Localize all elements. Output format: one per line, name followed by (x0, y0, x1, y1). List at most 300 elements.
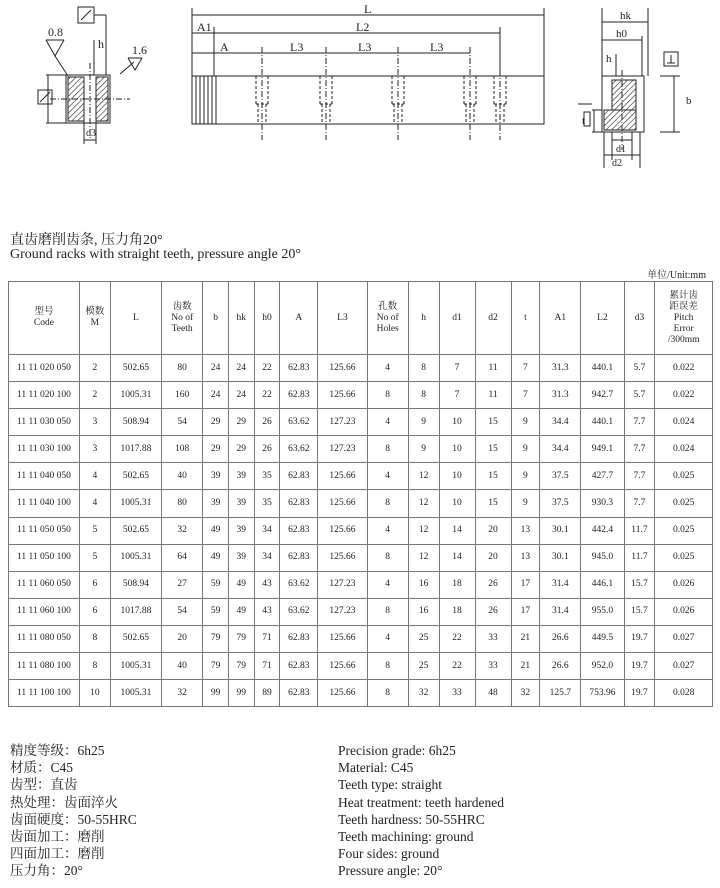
table-cell: 11 11 040 100 (9, 490, 80, 517)
header-line: Error (673, 323, 694, 334)
table-cell: 31.3 (540, 355, 581, 382)
dim-A1: A1 (197, 20, 212, 34)
table-cell: 39 (228, 490, 254, 517)
table-cell: 7.7 (624, 409, 655, 436)
table-cell: 54 (162, 598, 203, 625)
table-cell: 12 (408, 544, 439, 571)
table-row (9, 680, 713, 707)
table-cell: 0.025 (655, 463, 713, 490)
table-cell: 24 (203, 355, 229, 382)
table-cell: 15 (475, 463, 511, 490)
table-cell: 446.1 (581, 571, 624, 598)
table-cell: 49 (228, 571, 254, 598)
table-cell: 2 (79, 355, 110, 382)
specs-english (338, 742, 504, 880)
table-cell: 7 (511, 355, 540, 382)
table-cell: 1005.31 (110, 653, 161, 680)
header-line: 距误差 (669, 301, 698, 312)
table-cell: 160 (162, 382, 203, 409)
technical-drawings (0, 0, 720, 210)
table-cell: 39 (228, 544, 254, 571)
table-header-cell (581, 282, 624, 355)
table-cell: 79 (228, 653, 254, 680)
table-cell: 9 (511, 463, 540, 490)
dim-A: A (220, 40, 229, 54)
table-cell: 62.83 (280, 517, 318, 544)
spec-line: Material: C45 (338, 760, 414, 776)
table-cell: 7 (439, 382, 475, 409)
table-row (9, 409, 713, 436)
table-cell: 14 (439, 517, 475, 544)
table-cell: 8 (79, 653, 110, 680)
spec-line: Teeth type: straight (338, 777, 443, 793)
header-line: A (295, 312, 303, 323)
table-cell: 10 (439, 490, 475, 517)
table-cell: 0.027 (655, 653, 713, 680)
table-cell: 125.66 (318, 490, 367, 517)
table-cell: 3 (79, 409, 110, 436)
table-cell: 502.65 (110, 463, 161, 490)
table-cell: 11 11 080 100 (9, 653, 80, 680)
table-cell: 440.1 (581, 409, 624, 436)
header-line: M (90, 318, 100, 328)
table-header-cell (254, 282, 280, 355)
table-cell: 79 (228, 625, 254, 652)
table-cell: 26 (475, 598, 511, 625)
table-cell: 18 (439, 598, 475, 625)
table-cell: 20 (162, 625, 203, 652)
table-cell: 955.0 (581, 598, 624, 625)
title-chinese: 直齿磨削齿条, 压力角20° (10, 233, 163, 248)
header-line: 累计齿 (669, 290, 698, 301)
dim-b: b (686, 95, 692, 107)
table-header-cell (408, 282, 439, 355)
table-cell: 7.7 (624, 490, 655, 517)
table-cell: 6 (79, 571, 110, 598)
dim-L: L (364, 2, 372, 16)
table-cell: 127.23 (318, 409, 367, 436)
dim-hk: hk (620, 10, 631, 22)
table-header-cell (79, 282, 110, 355)
table-cell: 6 (79, 598, 110, 625)
table-cell: 930.3 (581, 490, 624, 517)
table-cell: 19.7 (624, 625, 655, 652)
table-cell: 26 (475, 571, 511, 598)
table-cell: 4 (367, 409, 408, 436)
table-cell: 0.024 (655, 436, 713, 463)
table-row (9, 517, 713, 544)
dim-L2: L2 (356, 20, 370, 34)
header-line: No of (171, 312, 194, 323)
table-cell: 15 (475, 409, 511, 436)
table-cell: 11.7 (624, 517, 655, 544)
table-row (9, 625, 713, 652)
spec-line: Teeth hardness: 50-55HRC (338, 811, 485, 827)
table-row (9, 571, 713, 598)
table-cell: 125.66 (318, 680, 367, 707)
finish-label-b: 1.6 (132, 43, 147, 57)
table-cell: 127.23 (318, 598, 367, 625)
table-cell: 11 (475, 382, 511, 409)
table-cell: 5 (79, 517, 110, 544)
table-header-cell (475, 282, 511, 355)
table-header-cell (110, 282, 161, 355)
table-cell: 39 (203, 463, 229, 490)
table-cell: 54 (162, 409, 203, 436)
table-cell: 0.022 (655, 355, 713, 382)
table-cell: 108 (162, 436, 203, 463)
dim-t: t (582, 115, 586, 127)
table-header-row (9, 282, 713, 355)
header-line: 孔数 (378, 301, 398, 312)
unit-label: 单位/Unit:mm (647, 270, 706, 281)
table-cell: 30.1 (540, 517, 581, 544)
table-cell: 11 11 030 100 (9, 436, 80, 463)
header-line: 型号 (34, 307, 54, 317)
table-cell: 8 (408, 355, 439, 382)
table-cell: 11 11 060 050 (9, 571, 80, 598)
table-header-cell (624, 282, 655, 355)
table-cell: 0.026 (655, 598, 713, 625)
table-cell: 4 (367, 625, 408, 652)
table-cell: 11.7 (624, 544, 655, 571)
table-body (9, 355, 713, 707)
table-cell: 25 (408, 653, 439, 680)
table-cell: 29 (228, 436, 254, 463)
dim-h-right: h (606, 53, 612, 65)
table-cell: 79 (203, 625, 229, 652)
table-cell: 32 (408, 680, 439, 707)
table-cell: 35 (254, 463, 280, 490)
table-row (9, 544, 713, 571)
table-cell: 502.65 (110, 517, 161, 544)
header-line: d1 (452, 312, 462, 323)
table-cell: 11 11 040 050 (9, 463, 80, 490)
table-cell: 8 (367, 544, 408, 571)
spec-line: 热处理：齿面淬火 (10, 794, 118, 810)
table-cell: 40 (162, 653, 203, 680)
table-cell: 8 (367, 653, 408, 680)
table-cell: 502.65 (110, 355, 161, 382)
table-cell: 20 (475, 517, 511, 544)
dim-d3-left: d3 (86, 128, 96, 139)
table-row (9, 382, 713, 409)
table-header-cell (9, 282, 80, 355)
table-header-cell (540, 282, 581, 355)
table-cell: 1017.88 (110, 598, 161, 625)
header-line: /300mm (667, 334, 700, 345)
table-cell: 125.66 (318, 463, 367, 490)
table-cell: 19.7 (624, 680, 655, 707)
table-cell: 2 (79, 382, 110, 409)
table-cell: 11 11 050 050 (9, 517, 80, 544)
table-cell: 11 (475, 355, 511, 382)
dim-L3-3: L3 (430, 40, 444, 54)
spec-line: 齿面加工：磨削 (10, 829, 105, 845)
table-cell: 71 (254, 653, 280, 680)
table-cell: 32 (511, 680, 540, 707)
table-cell: 7.7 (624, 436, 655, 463)
table-row (9, 463, 713, 490)
spec-line: Heat treatment: teeth hardened (338, 794, 505, 810)
header-line: L3 (337, 312, 348, 323)
table-cell: 62.83 (280, 680, 318, 707)
table-cell: 99 (228, 680, 254, 707)
table-cell: 1005.31 (110, 680, 161, 707)
header-line: h0 (262, 312, 272, 323)
table-cell: 21 (511, 625, 540, 652)
table-cell: 43 (254, 571, 280, 598)
table-cell: 14 (439, 544, 475, 571)
table-cell: 11 11 080 050 (9, 625, 80, 652)
table-cell: 4 (79, 490, 110, 517)
table-cell: 32 (162, 680, 203, 707)
table-row (9, 598, 713, 625)
rack-spec-table (8, 281, 713, 707)
header-line: L2 (597, 312, 608, 323)
table-cell: 22 (254, 355, 280, 382)
table-cell: 125.66 (318, 355, 367, 382)
table-cell: 125.66 (318, 625, 367, 652)
table-cell: 34.4 (540, 409, 581, 436)
spec-line: 齿面硬度：50-55HRC (10, 811, 137, 827)
table-cell: 5.7 (624, 382, 655, 409)
table-cell: 10 (79, 680, 110, 707)
finish-label-a: 0.8 (48, 25, 63, 39)
table-cell: 1017.88 (110, 436, 161, 463)
table-header-cell (367, 282, 408, 355)
table-cell: 49 (203, 544, 229, 571)
header-line: L (133, 312, 139, 323)
table-cell: 29 (228, 409, 254, 436)
table-cell: 37.5 (540, 463, 581, 490)
spec-line: 精度等级：6h25 (10, 743, 105, 758)
table-cell: 34 (254, 544, 280, 571)
table-cell: 11 11 050 100 (9, 544, 80, 571)
table-row (9, 490, 713, 517)
spec-line: Four sides: ground (338, 846, 440, 862)
table-cell: 449.5 (581, 625, 624, 652)
table-cell: 49 (203, 517, 229, 544)
header-line: 模数 (85, 307, 105, 317)
table-cell: 8 (367, 490, 408, 517)
table-cell: 7.7 (624, 463, 655, 490)
table-cell: 125.66 (318, 517, 367, 544)
table-header-cell (511, 282, 540, 355)
table-cell: 5.7 (624, 355, 655, 382)
table-cell: 125.66 (318, 544, 367, 571)
table-cell: 33 (439, 680, 475, 707)
table-cell: 35 (254, 490, 280, 517)
table-cell: 13 (511, 544, 540, 571)
dim-L3-2: L3 (358, 40, 372, 54)
table-cell: 4 (367, 517, 408, 544)
table-cell: 10 (439, 436, 475, 463)
table-cell: 49 (228, 598, 254, 625)
header-line: b (213, 312, 218, 323)
table-cell: 125.7 (540, 680, 581, 707)
table-cell: 17 (511, 598, 540, 625)
header-line: d3 (634, 312, 645, 323)
table-cell: 7 (511, 382, 540, 409)
table-cell: 63.62 (280, 436, 318, 463)
table-cell: 26.6 (540, 625, 581, 652)
table-cell: 440.1 (581, 355, 624, 382)
table-header-cell (318, 282, 367, 355)
table-cell: 48 (475, 680, 511, 707)
table-cell: 10 (439, 409, 475, 436)
dim-h-left: h (98, 37, 104, 51)
table-cell: 16 (408, 598, 439, 625)
table-cell: 31.3 (540, 382, 581, 409)
table-cell: 0.022 (655, 382, 713, 409)
dim-h0: h0 (616, 28, 627, 40)
table-cell: 80 (162, 355, 203, 382)
table-header-cell (228, 282, 254, 355)
table-cell: 0.026 (655, 571, 713, 598)
table-cell: 26 (254, 436, 280, 463)
table-cell: 9 (511, 409, 540, 436)
table-cell: 15.7 (624, 598, 655, 625)
header-line: d2 (488, 312, 498, 323)
table-header-cell (655, 282, 713, 355)
spec-line: 齿型：直齿 (10, 777, 78, 793)
table-cell: 89 (254, 680, 280, 707)
table-cell: 31.4 (540, 598, 581, 625)
table-cell: 11 11 030 050 (9, 409, 80, 436)
spec-line: 四面加工：磨削 (10, 846, 105, 862)
table-cell: 125.66 (318, 653, 367, 680)
specs-chinese (10, 742, 137, 880)
table-cell: 62.83 (280, 544, 318, 571)
table-cell: 62.83 (280, 355, 318, 382)
table-cell: 15 (475, 436, 511, 463)
table-cell: 12 (408, 463, 439, 490)
table-cell: 63.62 (280, 598, 318, 625)
table-cell: 40 (162, 463, 203, 490)
table-cell: 39 (203, 490, 229, 517)
table-cell: 5 (79, 544, 110, 571)
table-cell: 71 (254, 625, 280, 652)
table-cell: 63.62 (280, 409, 318, 436)
header-line: No of (376, 312, 399, 323)
table-cell: 8 (367, 436, 408, 463)
table-cell: 59 (203, 598, 229, 625)
table-cell: 10 (439, 463, 475, 490)
table-cell: 63.62 (280, 571, 318, 598)
table-cell: 31.4 (540, 571, 581, 598)
table-header-cell (280, 282, 318, 355)
table-cell: 12 (408, 490, 439, 517)
table-cell: 27 (162, 571, 203, 598)
table-cell: 24 (228, 355, 254, 382)
table-cell: 26.6 (540, 653, 581, 680)
header-line: A1 (554, 312, 567, 323)
table-cell: 9 (511, 490, 540, 517)
table-cell: 127.23 (318, 571, 367, 598)
table-cell: 34 (254, 517, 280, 544)
table-cell: 945.0 (581, 544, 624, 571)
table-cell: 4 (367, 571, 408, 598)
table-cell: 62.83 (280, 463, 318, 490)
table-cell: 4 (367, 463, 408, 490)
table-cell: 25 (408, 625, 439, 652)
table-cell: 62.83 (280, 625, 318, 652)
table-cell: 24 (203, 382, 229, 409)
table-cell: 4 (79, 463, 110, 490)
table-cell: 9 (511, 436, 540, 463)
header-line: 齿数 (172, 301, 192, 312)
table-cell: 26 (254, 409, 280, 436)
table-cell: 125.66 (318, 382, 367, 409)
table-cell: 79 (203, 653, 229, 680)
title-english: Ground racks with straight teeth, pressure angle 20° (10, 247, 301, 262)
table-cell: 442.4 (581, 517, 624, 544)
spec-line: 压力角：20° (10, 863, 83, 879)
header-line: hk (236, 312, 246, 323)
spec-line: Precision grade: 6h25 (338, 743, 456, 758)
table-cell: 30.1 (540, 544, 581, 571)
table-cell: 21 (511, 653, 540, 680)
table-cell: 13 (511, 517, 540, 544)
header-line: Code (33, 318, 54, 328)
table-cell: 32 (162, 517, 203, 544)
table-cell: 37.5 (540, 490, 581, 517)
table-cell: 11 11 100 100 (9, 680, 80, 707)
table-cell: 942.7 (581, 382, 624, 409)
table-cell: 3 (79, 436, 110, 463)
table-cell: 12 (408, 517, 439, 544)
table-cell: 29 (203, 409, 229, 436)
table-cell: 508.94 (110, 571, 161, 598)
table-cell: 15 (475, 490, 511, 517)
table-cell: 7 (439, 355, 475, 382)
spec-line: 材质：C45 (10, 760, 74, 776)
table-cell: 62.83 (280, 382, 318, 409)
header-line: t (524, 312, 527, 323)
table-cell: 1005.31 (110, 490, 161, 517)
table-header-cell (162, 282, 203, 355)
table-cell: 16 (408, 571, 439, 598)
table-cell: 62.83 (280, 490, 318, 517)
table-cell: 127.23 (318, 436, 367, 463)
table-cell: 11 11 020 100 (9, 382, 80, 409)
header-line: h (421, 312, 427, 323)
table-cell: 22 (254, 382, 280, 409)
table-row (9, 653, 713, 680)
table-cell: 24 (228, 382, 254, 409)
table-cell: 8 (79, 625, 110, 652)
table-cell: 8 (367, 680, 408, 707)
spec-line: Teeth machining: ground (338, 829, 474, 845)
table-cell: 1005.31 (110, 382, 161, 409)
table-cell: 9 (408, 436, 439, 463)
table-row (9, 355, 713, 382)
table-cell: 22 (439, 653, 475, 680)
table-cell: 39 (228, 463, 254, 490)
table-cell: 39 (228, 517, 254, 544)
header-line: Pitch (673, 312, 694, 323)
table-cell: 949.1 (581, 436, 624, 463)
table-cell: 18 (439, 571, 475, 598)
table-cell: 15.7 (624, 571, 655, 598)
table-cell: 0.027 (655, 625, 713, 652)
table-cell: 11 11 020 050 (9, 355, 80, 382)
table-cell: 64 (162, 544, 203, 571)
table-cell: 9 (408, 409, 439, 436)
table-cell: 8 (408, 382, 439, 409)
dim-d2: d2 (612, 158, 622, 169)
